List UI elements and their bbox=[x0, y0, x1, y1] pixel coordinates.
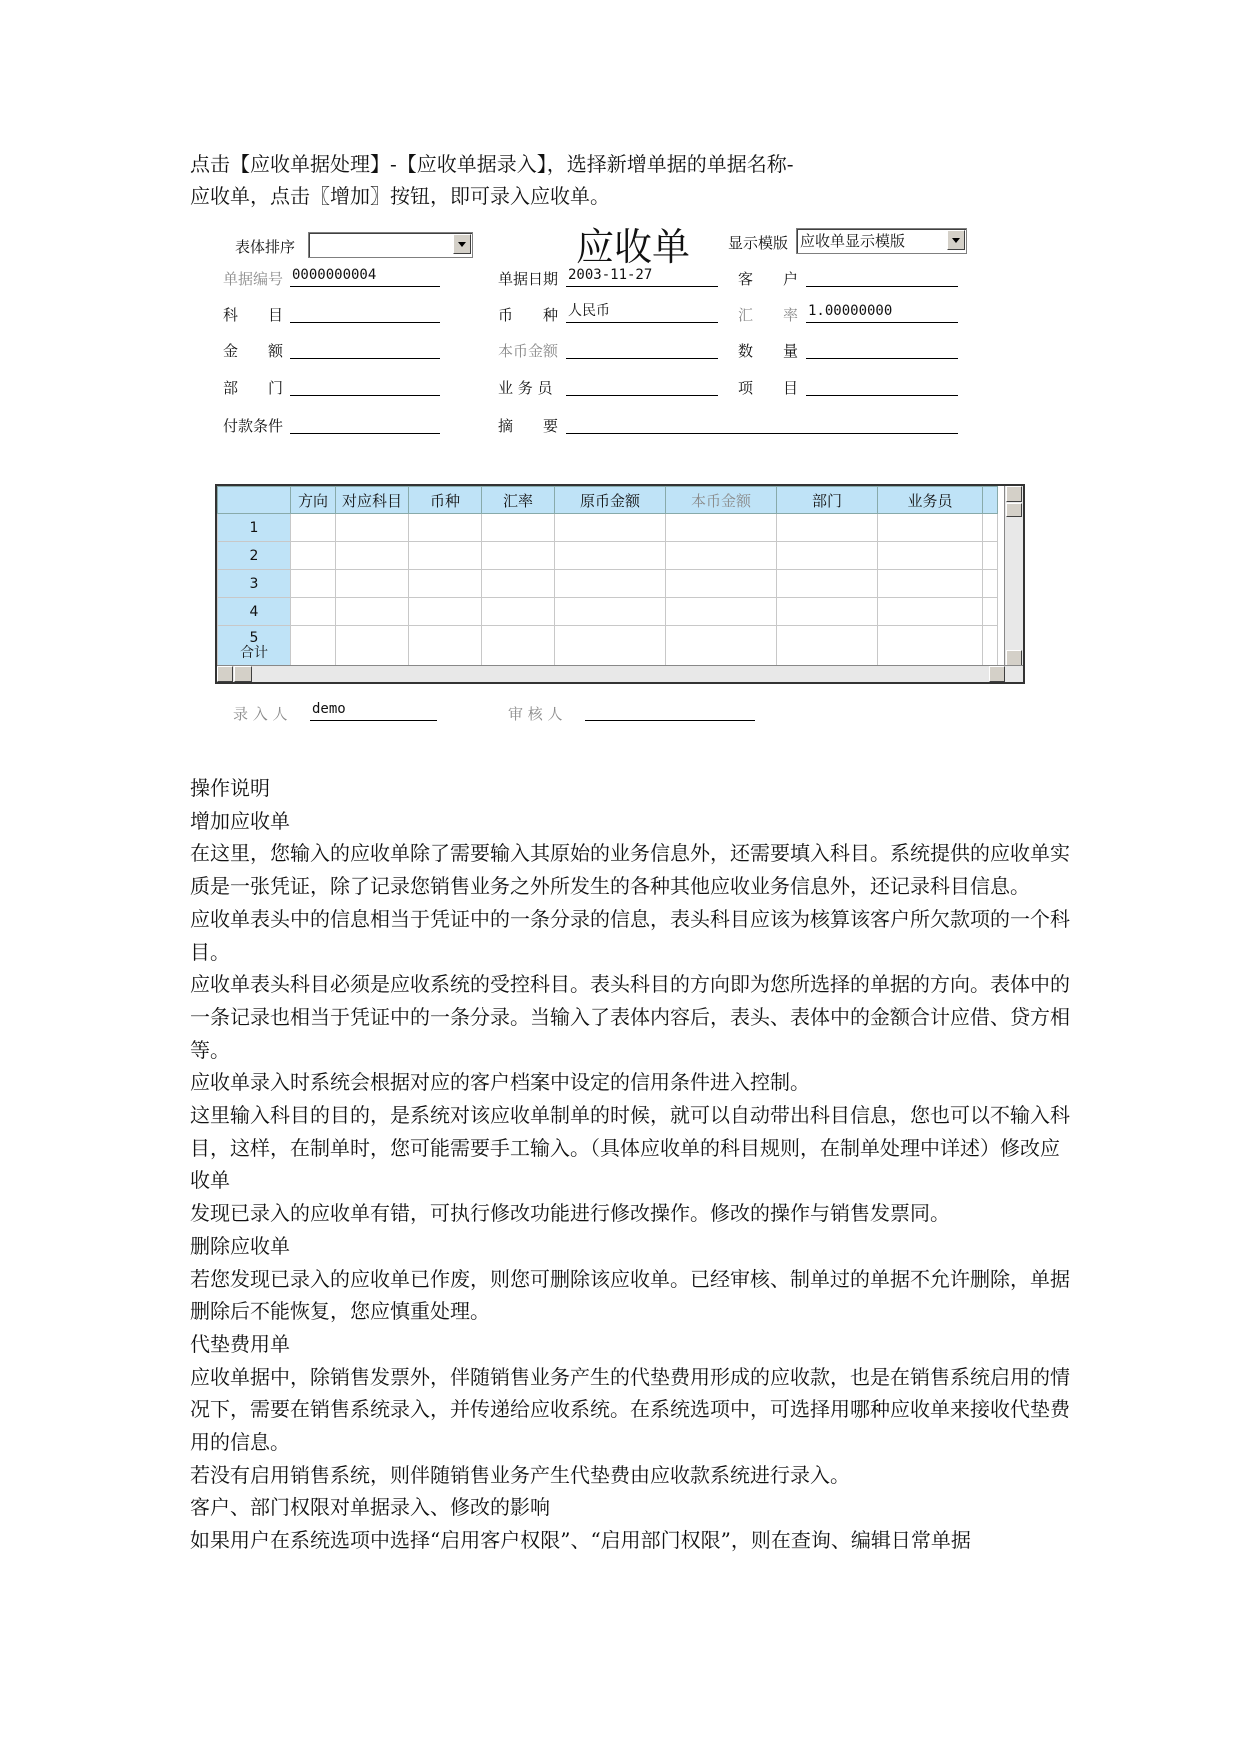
vertical-scrollbar[interactable] bbox=[1004, 486, 1023, 666]
subject-field[interactable] bbox=[290, 300, 440, 323]
intro-line-1: 点击【应收单据处理】-【应收单据录入】，选择新增单据的单据名称- bbox=[190, 152, 794, 176]
paragraph: 若没有启用销售系统，则伴随销售业务产生代垫费由应收款系统进行录入。 bbox=[190, 1462, 850, 1487]
col-currency[interactable]: 币种 bbox=[409, 487, 482, 514]
salesman-field[interactable] bbox=[566, 373, 718, 396]
customer-field[interactable] bbox=[806, 264, 958, 287]
entry-field[interactable]: demo bbox=[310, 698, 437, 721]
scroll-left-icon[interactable] bbox=[217, 666, 233, 682]
doc-date-field[interactable]: 2003-11-27 bbox=[566, 264, 718, 287]
row-number: 1 bbox=[218, 514, 291, 542]
heading-advance: 代垫费用单 bbox=[190, 1331, 290, 1356]
scroll-right-icon[interactable] bbox=[989, 666, 1005, 682]
row-number: 2 bbox=[218, 542, 291, 570]
col-local-amount[interactable]: 本币金额 bbox=[666, 487, 777, 514]
terms-label: 付款条件 bbox=[223, 417, 284, 435]
col-direction[interactable]: 方向 bbox=[291, 487, 336, 514]
horizontal-scrollbar[interactable] bbox=[217, 665, 1023, 682]
col-dept[interactable]: 部门 bbox=[777, 487, 878, 514]
sort-label: 表体排序 bbox=[235, 238, 296, 256]
paragraph: 应收单据中，除销售发票外，伴随销售业务产生的代垫费用形成的应收款，也是在销售系统启用的情况下，需要在销售系统录入，并传递给应收系统。在系统选项中，可选择用哪种应收单来接收代垫费用的信息。 bbox=[190, 1364, 1070, 1455]
grid-header-row bbox=[218, 487, 998, 514]
paragraph: 应收单录入时系统会根据对应的客户档案中设定的信用条件进入控制。 bbox=[190, 1070, 810, 1095]
heading-operations: 操作说明 bbox=[190, 776, 270, 800]
terms-field[interactable] bbox=[290, 411, 440, 434]
scroll-thumb[interactable] bbox=[1006, 503, 1022, 517]
subject-label: 科 目 bbox=[223, 306, 284, 324]
qty-field[interactable] bbox=[806, 336, 958, 359]
col-subject[interactable]: 对应科目 bbox=[336, 487, 409, 514]
detail-grid[interactable] bbox=[215, 484, 1025, 684]
local-amount-field[interactable] bbox=[566, 336, 718, 359]
paragraph: 这里输入科目的目的，是系统对该应收单制单的时候，就可以自动带出科目信息，您也可以不输入科目，这样，在制单时，您可能需要手工输入。（具体应收单的科目规则，在制单处理中详述）修改应收单 bbox=[190, 1103, 1070, 1193]
summary-label: 摘 要 bbox=[498, 417, 559, 435]
local-amount-label: 本币金额 bbox=[498, 342, 559, 360]
paragraph: 应收单表头科目必须是应收系统的受控科目。表头科目的方向即为您所选择的单据的方向。表体中的一条记录也相当于凭证中的一条分录。当输入了表体内容后，表头、表体中的金额合计应借、贷方相等。 bbox=[190, 972, 1070, 1062]
amount-label: 金 额 bbox=[223, 342, 284, 360]
template-label: 显示模版 bbox=[728, 234, 789, 252]
total-label: 合计 bbox=[240, 645, 268, 661]
paragraph: 应收单表头中的信息相当于凭证中的一条分录的信息，表头科目应该为核算该客户所欠款项的一个科目。 bbox=[190, 906, 1070, 964]
heading-add: 增加应收单 bbox=[190, 808, 290, 833]
review-label: 审 核 人 bbox=[508, 705, 563, 723]
amount-field[interactable] bbox=[290, 336, 440, 359]
doc-no-field[interactable]: 0000000004 bbox=[290, 264, 440, 287]
template-select-value: 应收单显示模版 bbox=[800, 232, 906, 250]
row-number: 4 bbox=[218, 598, 291, 626]
paragraph: 如果用户在系统选项中选择“启用客户权限”、“启用部门权限”，则在查询、编辑日常单据 bbox=[190, 1528, 971, 1553]
intro-text bbox=[190, 148, 1090, 212]
row-number: 5 bbox=[249, 630, 259, 646]
chevron-down-icon[interactable] bbox=[453, 234, 471, 254]
table-row[interactable] bbox=[218, 542, 998, 570]
salesman-label: 业 务 员 bbox=[498, 379, 553, 397]
dept-label: 部 门 bbox=[223, 379, 284, 397]
project-field[interactable] bbox=[806, 373, 958, 396]
row-header-corner bbox=[218, 487, 291, 514]
form-title: 应收单 bbox=[576, 225, 691, 269]
customer-label: 客 户 bbox=[738, 270, 799, 288]
paragraph: 若您发现已录入的应收单已作废，则您可删除该应收单。已经审核、制单过的单据不允许删除，单据删除后不能恢复，您应慎重处理。 bbox=[190, 1266, 1070, 1324]
col-orig-amount[interactable]: 原币金额 bbox=[555, 487, 666, 514]
table-row[interactable] bbox=[218, 598, 998, 626]
col-filler bbox=[983, 487, 998, 514]
paragraph: 在这里，您输入的应收单除了需要输入其原始的业务信息外，还需要填入科目。系统提供的应收单实质是一张凭证，除了记录您销售业务之外所发生的各种其他应收业务信息外，还记录科目信息。 bbox=[190, 841, 1070, 899]
instructions bbox=[190, 772, 1070, 1557]
sort-select[interactable] bbox=[308, 232, 473, 258]
col-salesman[interactable]: 业务员 bbox=[878, 487, 983, 514]
qty-label: 数 量 bbox=[738, 342, 799, 360]
table-row[interactable] bbox=[218, 514, 998, 542]
scroll-thumb-h[interactable] bbox=[234, 666, 252, 682]
scroll-up-icon[interactable] bbox=[1006, 486, 1022, 502]
rate-field[interactable]: 1.00000000 bbox=[806, 300, 958, 323]
currency-field[interactable]: 人民币 bbox=[566, 300, 718, 323]
row-number: 3 bbox=[218, 570, 291, 598]
template-select[interactable] bbox=[796, 228, 967, 254]
review-field[interactable] bbox=[585, 698, 755, 721]
table-row[interactable] bbox=[218, 570, 998, 598]
intro-line-2: 应收单，点击〖增加〗按钮，即可录入应收单。 bbox=[190, 184, 610, 208]
paragraph: 发现已录入的应收单有错，可执行修改功能进行修改操作。修改的操作与销售发票同。 bbox=[190, 1201, 950, 1226]
doc-date-label: 单据日期 bbox=[498, 270, 559, 288]
summary-field[interactable] bbox=[566, 411, 958, 434]
doc-no-label: 单据编号 bbox=[223, 270, 284, 288]
scroll-down-icon[interactable] bbox=[1006, 650, 1022, 666]
col-rate[interactable]: 汇率 bbox=[482, 487, 555, 514]
rate-label: 汇 率 bbox=[738, 306, 799, 324]
heading-delete: 删除应收单 bbox=[190, 1233, 290, 1258]
dept-field[interactable] bbox=[290, 373, 440, 396]
currency-label: 币 种 bbox=[498, 306, 559, 324]
receivable-form bbox=[190, 220, 1070, 740]
chevron-down-icon[interactable] bbox=[947, 230, 965, 250]
entry-label: 录 入 人 bbox=[233, 705, 288, 723]
project-label: 项 目 bbox=[738, 379, 799, 397]
heading-permissions: 客户、部门权限对单据录入、修改的影响 bbox=[190, 1495, 550, 1520]
